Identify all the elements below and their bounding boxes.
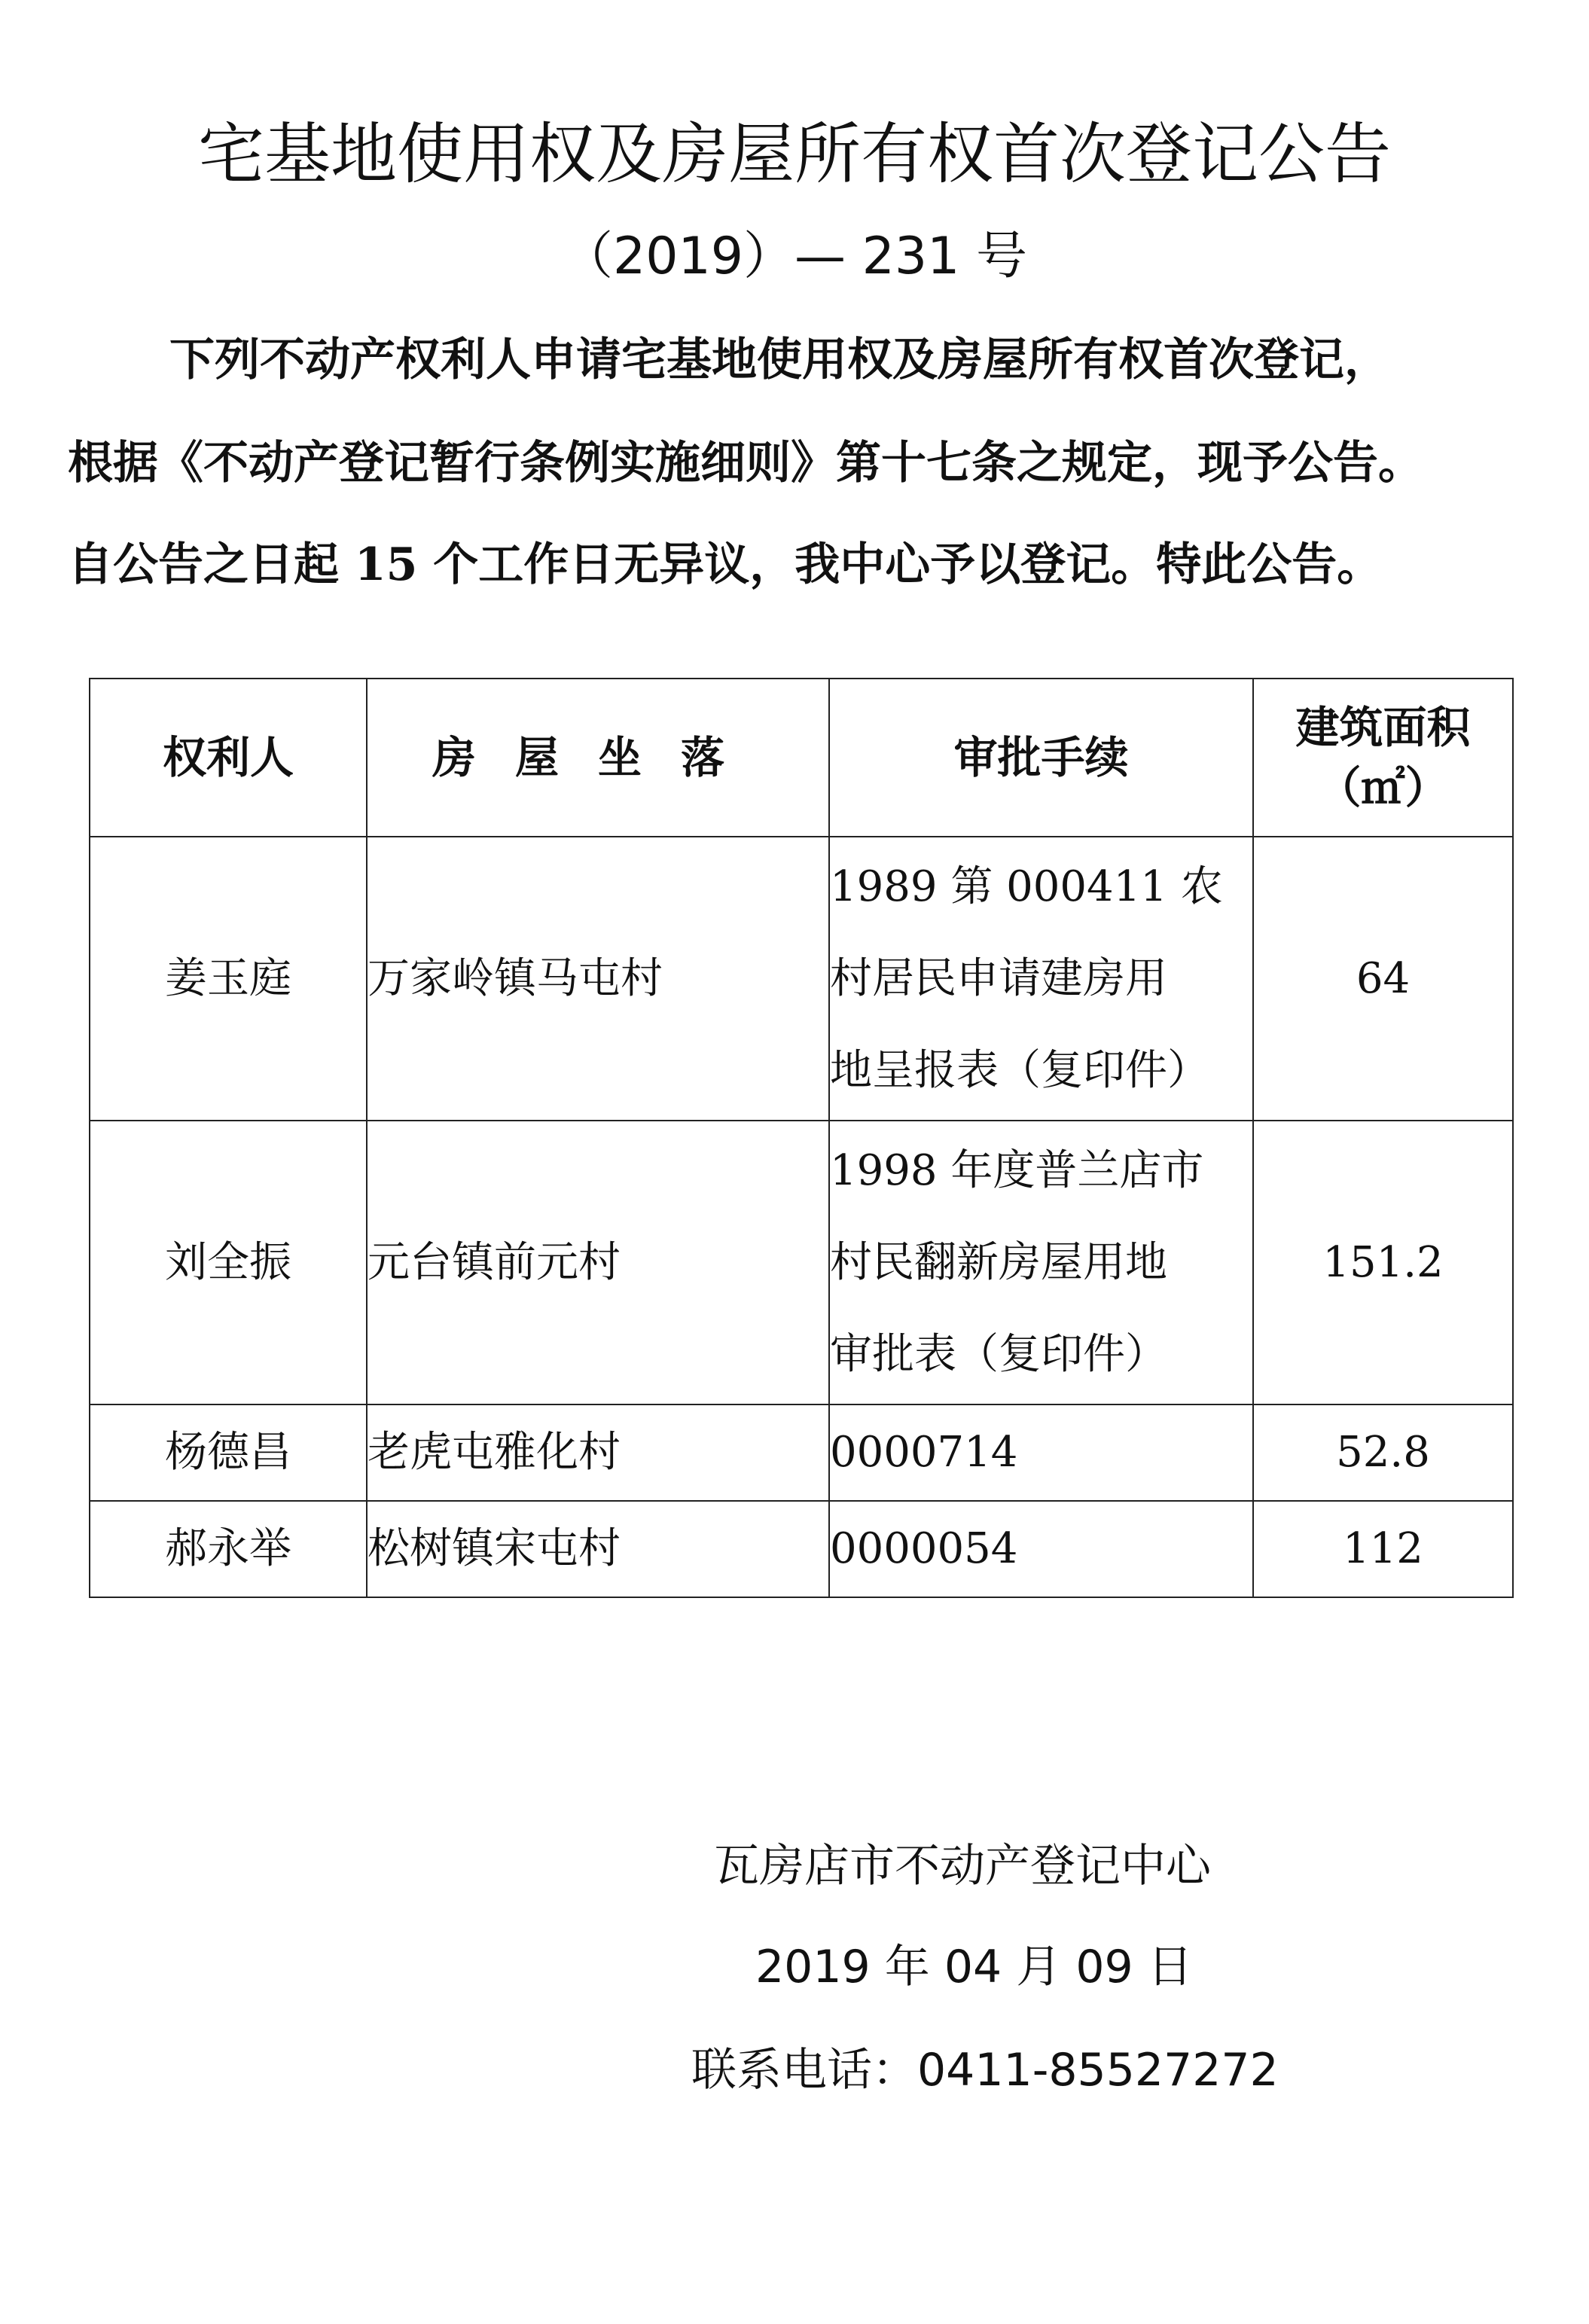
header-area-unit: （㎡） — [1317, 762, 1449, 813]
table-row — [90, 1501, 1513, 1597]
area-cell: 151.2 — [1253, 1121, 1513, 1404]
notice-title: 宅基地使用权及房屋所有权首次登记公告 — [197, 115, 1391, 193]
registration-table — [89, 678, 1514, 1598]
location-cell: 万家岭镇马屯村 — [367, 837, 829, 1121]
location-cell: 松树镇宋屯村 — [367, 1501, 829, 1597]
holder-cell: 姜玉庭 — [90, 837, 367, 1121]
issue-date: 2019 年 04 月 09 日 — [755, 1941, 1193, 1993]
approval-text: 1998 年度普兰店市 村民翻新房屋用地 审批表（复印件） — [830, 1145, 1204, 1379]
approval-text: 1989 第 000411 农 村居民申请建房用 地呈报表（复印件） — [830, 862, 1223, 1095]
notice-number: （2019）— 231 号 — [561, 227, 1028, 286]
notice-body-line-1: 下列不动产权利人申请宅基地使用权及房屋所有权首次登记， — [169, 334, 1389, 386]
holder-cell: 郝永举 — [90, 1501, 367, 1597]
table-row — [90, 1404, 1513, 1501]
approval-cell — [829, 1121, 1253, 1404]
approval-cell: 0000714 — [829, 1404, 1253, 1501]
table-header-row — [90, 679, 1513, 837]
header-holder: 权利人 — [90, 679, 367, 837]
header-area — [1253, 679, 1513, 837]
location-cell: 老虎屯雅化村 — [367, 1404, 829, 1501]
header-location: 房屋坐落 — [367, 679, 829, 837]
approval-cell: 0000054 — [829, 1501, 1253, 1597]
holder-cell: 刘全振 — [90, 1121, 367, 1404]
table-row — [90, 1121, 1513, 1404]
notice-body-line-3: 自公告之日起 15 个工作日无异议，我中心予以登记。特此公告。 — [68, 538, 1383, 591]
header-area-label: 建筑面积 — [1295, 702, 1471, 753]
notice-body-line-2: 根据《不动产登记暂行条例实施细则》第十七条之规定，现予公告。 — [68, 437, 1423, 490]
issuer-name: 瓦房店市不动产登记中心 — [714, 1840, 1211, 1892]
area-cell: 112 — [1253, 1501, 1513, 1597]
area-cell: 64 — [1253, 837, 1513, 1121]
approval-cell — [829, 837, 1253, 1121]
holder-cell: 杨德昌 — [90, 1404, 367, 1501]
header-approval: 审批手续 — [829, 679, 1253, 837]
area-cell: 52.8 — [1253, 1404, 1513, 1501]
table-row — [90, 837, 1513, 1121]
contact-phone: 联系电话：0411-85527272 — [691, 2044, 1279, 2097]
location-cell: 元台镇前元村 — [367, 1121, 829, 1404]
